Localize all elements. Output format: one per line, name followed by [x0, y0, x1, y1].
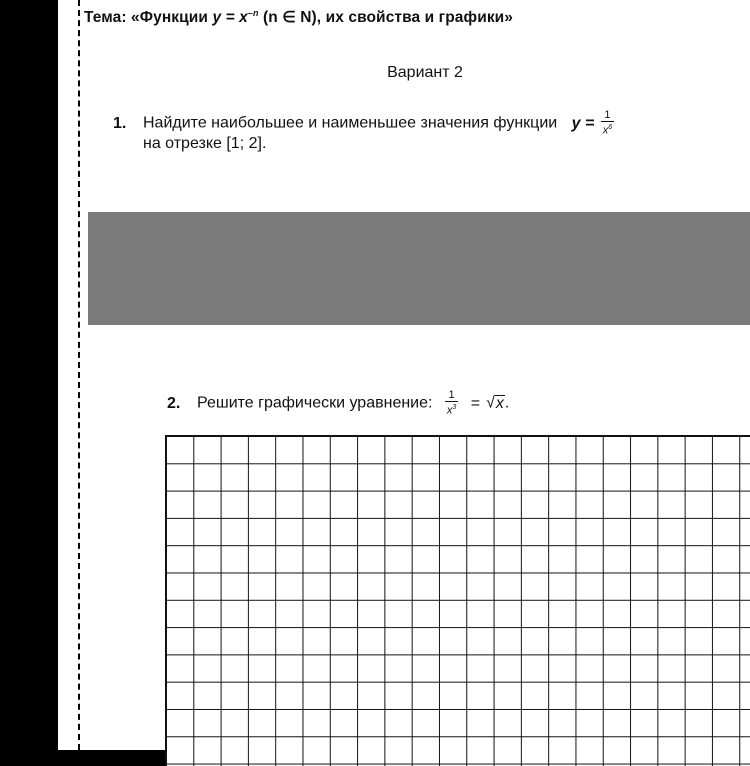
- topic-exponent: –n: [247, 8, 259, 18]
- task-1-number: 1.: [113, 114, 127, 132]
- task-2-frac-num: 1: [445, 390, 458, 402]
- task-2-frac-den: x: [446, 404, 453, 417]
- task-2-equals: =: [470, 394, 481, 412]
- task-2-end: .: [504, 394, 510, 412]
- task-1-line2: на отрезке [1; 2].: [143, 135, 267, 152]
- graph-paper-grid: [165, 435, 750, 766]
- task-1: [113, 110, 616, 137]
- topic-heading: [84, 8, 744, 27]
- task-2-fraction: [445, 390, 458, 417]
- topic-formula: y = x: [212, 9, 248, 27]
- task-2: [167, 390, 509, 417]
- dashed-cut-line: [78, 0, 80, 750]
- variant-title: Вариант 2: [387, 64, 463, 81]
- topic-condition: (n ∈ N),: [258, 9, 326, 27]
- task-1-frac-den: x: [602, 124, 609, 137]
- sqrt-symbol: √: [486, 394, 495, 412]
- task-2-number: 2.: [167, 394, 181, 412]
- sqrt-argument: x: [495, 394, 504, 412]
- task-2-text: Решите графически уравнение:: [197, 394, 433, 412]
- task-1-frac-num: 1: [601, 110, 614, 122]
- task-1-text: Найдите наибольшее и наименьшее значения функции: [143, 114, 558, 132]
- task-1-frac-exp: 6: [608, 124, 613, 131]
- redaction-box: [88, 212, 750, 325]
- topic-prefix: Тема: «Функции: [84, 9, 213, 27]
- task-1-y-equals: y =: [571, 114, 595, 132]
- task-2-frac-exp: 3: [452, 404, 457, 411]
- topic-suffix: их свойства и графики»: [325, 9, 514, 27]
- task-1-fraction: [601, 110, 614, 137]
